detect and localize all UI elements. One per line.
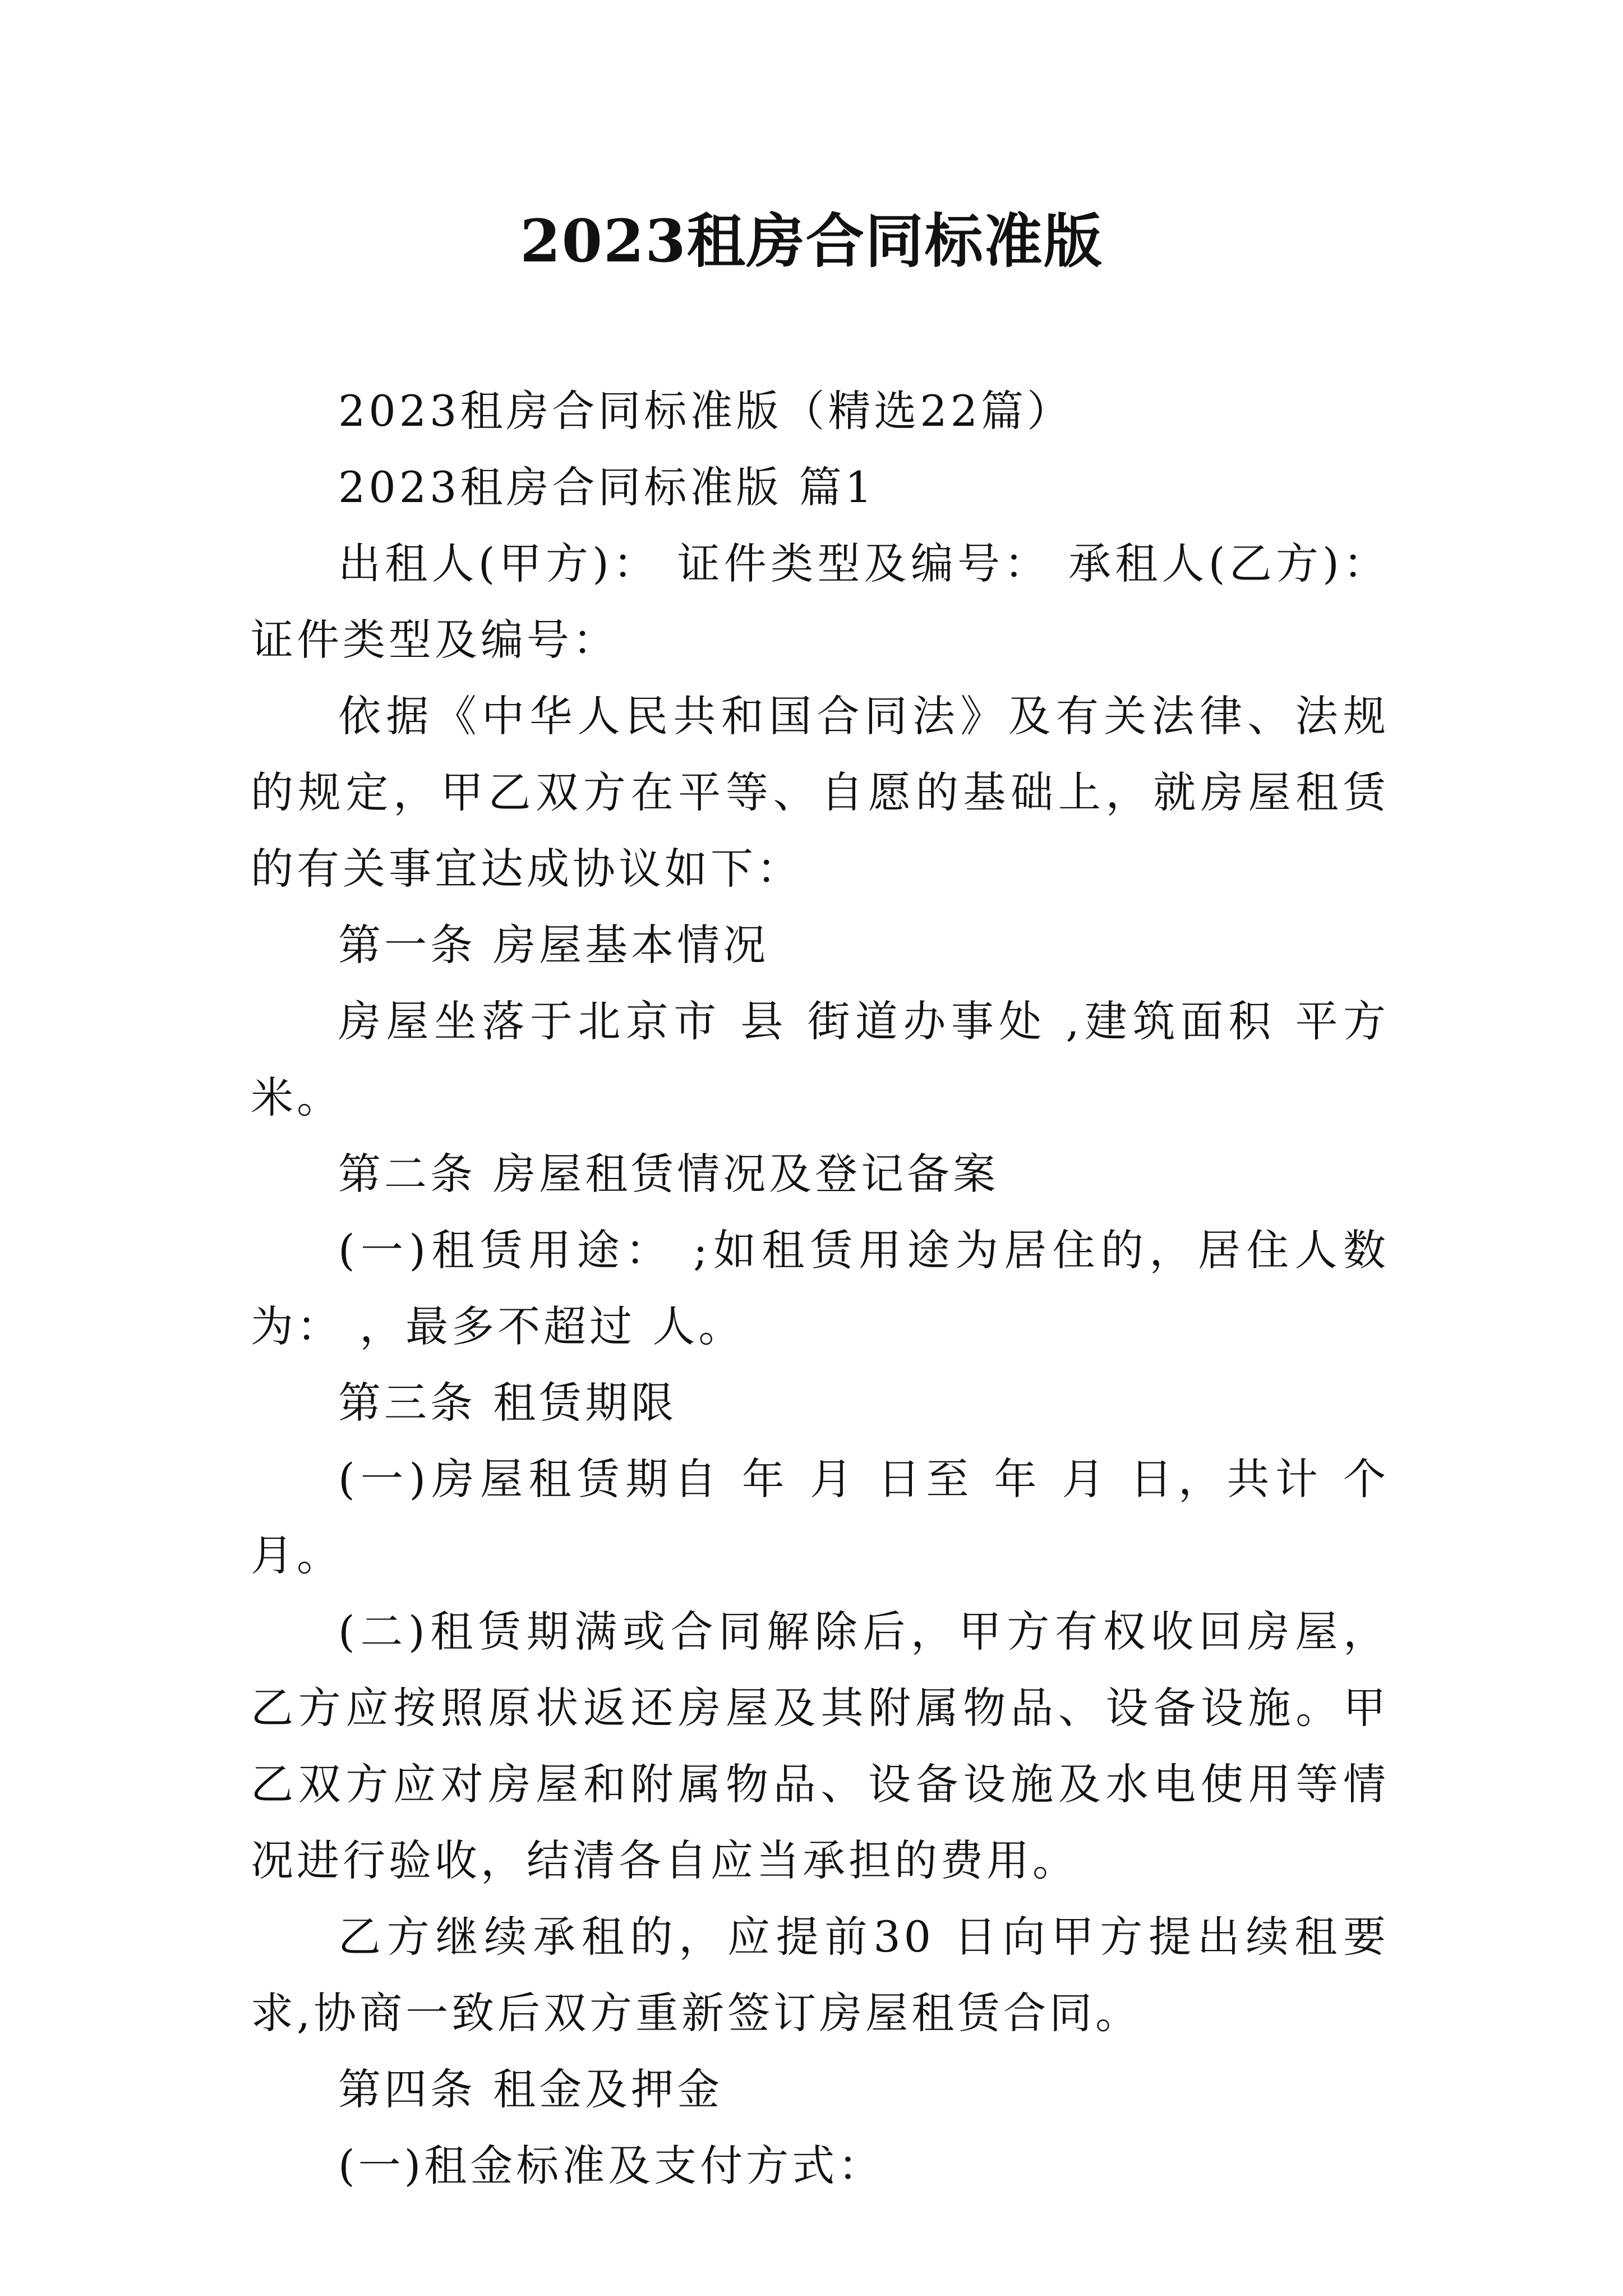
paragraph-legal-basis: 依据《中华人民共和国合同法》及有关法律、法规的规定，甲乙双方在平等、自愿的基础上，就房屋租赁的有关事宜达成协议如下：: [251, 691, 1389, 894]
paragraph-lease-renewal: 乙方继续承租的，应提前30 日向甲方提出续租要求,协商一致后双方重新签订房屋租赁合同。: [251, 1912, 1389, 2038]
paragraph-section-3-heading: 第三条 租赁期限: [338, 1378, 677, 1428]
paragraph-section-4-heading: 第四条 租金及押金: [338, 2064, 723, 2114]
paragraph-lease-expiry: (二)租赁期满或合同解除后，甲方有权收回房屋，乙方应按照原状返还房屋及其附属物品、设备设施。甲乙双方应对房屋和附属物品、设备设施及水电使用等情况进行验收，结清各自应当承担的费用。: [251, 1607, 1389, 1885]
paragraph-section-1-heading: 第一条 房屋基本情况: [338, 920, 769, 970]
paragraph-lease-period: (一)房屋租赁期自 年 月 日至 年 月 日，共计 个月。: [251, 1454, 1389, 1580]
paragraph-collection-heading: 2023租房合同标准版（精选22篇）: [338, 386, 1073, 436]
paragraph-section-2-heading: 第二条 房屋租赁情况及登记备案: [338, 1149, 999, 1199]
document-title: 2023租房合同标准版: [520, 206, 1103, 275]
paragraph-property-location: 房屋坐落于北京市 县 街道办事处 ,建筑面积 平方米。: [251, 996, 1389, 1122]
paragraph-article-heading: 2023租房合同标准版 篇1: [338, 462, 875, 512]
paragraph-rent-standard: (一)租金标准及支付方式：: [338, 2141, 884, 2191]
document-body: [251, 373, 1389, 2204]
paragraph-lease-purpose: (一)租赁用途： ;如租赁用途为居住的，居住人数为： ，最多不超过 人。: [251, 1225, 1389, 1351]
paragraph-parties: 出租人(甲方)： 证件类型及编号： 承租人(乙方)： 证件类型及编号：: [251, 539, 1389, 665]
